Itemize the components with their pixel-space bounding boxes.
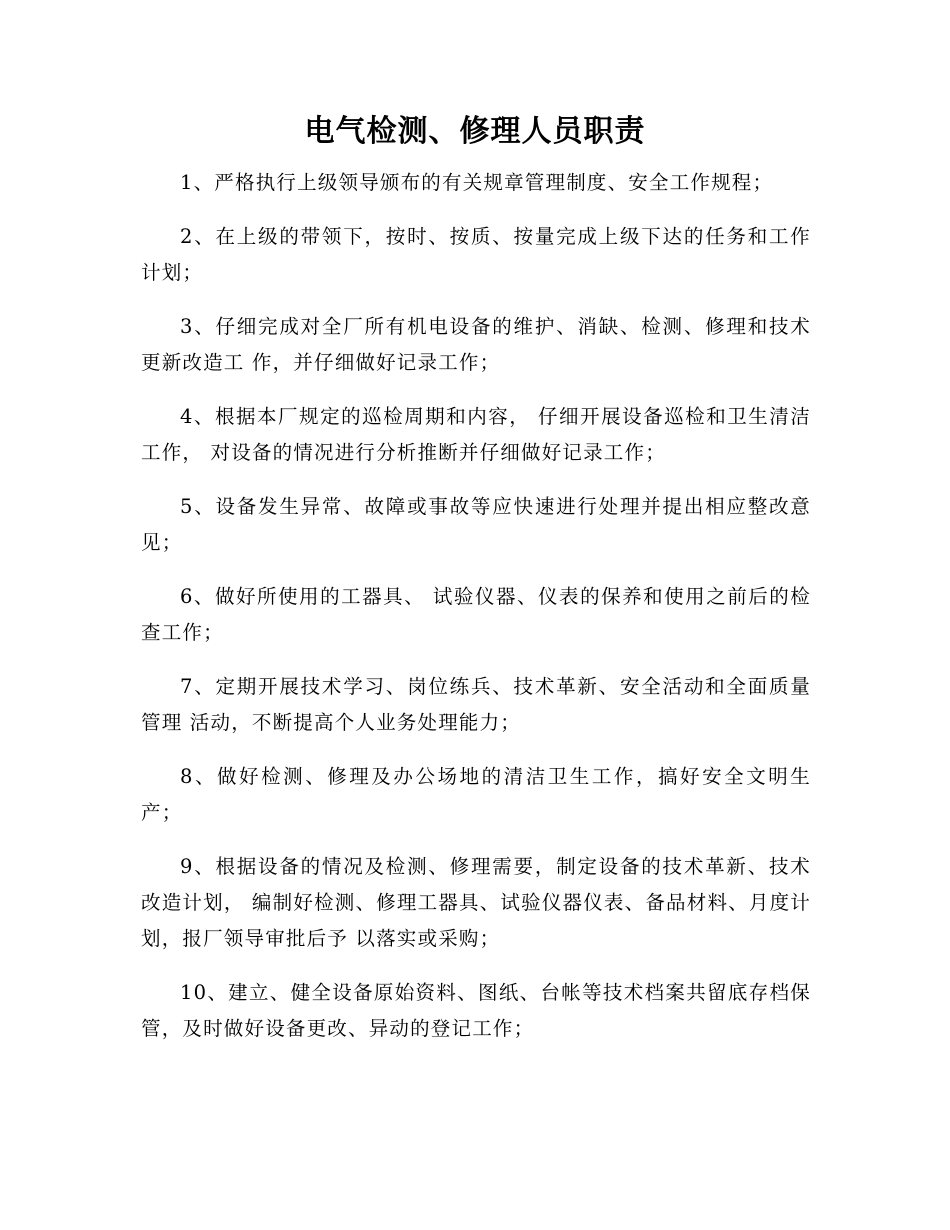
duty-item-10: 10、建立、健全设备原始资料、图纸、台帐等技术档案共留底存档保管，及时做好设备更改、异动的登记工作； <box>141 981 811 1040</box>
document-title: 电气检测、修理人员职责 <box>304 114 646 149</box>
duty-item-7: 7、定期开展技术学习、岗位练兵、技术革新、安全活动和全面质量管理 活动，不断提高个人业务处理能力； <box>141 675 811 734</box>
duty-item-6: 6、做好所使用的工器具、 试验仪器、仪表的保养和使用之前后的检查工作； <box>141 585 811 644</box>
duty-item-1: 1、严格执行上级领导颁布的有关规章管理制度、安全工作规程； <box>180 171 774 194</box>
duty-item-3: 3、仔细完成对全厂所有机电设备的维护、消缺、检测、修理和技术更新改造工 作，并仔细做好记录工作； <box>141 315 811 374</box>
duty-item-4: 4、根据本厂规定的巡检周期和内容， 仔细开展设备巡检和卫生清洁工作， 对设备的情况进行分析推断并仔细做好记录工作； <box>141 405 811 464</box>
duty-item-2: 2、在上级的带领下，按时、按质、按量完成上级下达的任务和工作计划； <box>141 225 811 284</box>
duty-item-8: 8、做好检测、修理及办公场地的清洁卫生工作，搞好安全文明生产； <box>141 765 811 824</box>
duty-item-9: 9、根据设备的情况及检测、修理需要，制定设备的技术革新、技术改造计划， 编制好检测、修理工器具、试验仪器仪表、备品材料、月度计划，报厂领导审批后予 以落实或采购； <box>141 855 811 950</box>
duty-item-5: 5、设备发生异常、故障或事故等应快速进行处理并提出相应整改意见； <box>141 495 811 554</box>
document-body <box>141 165 811 1065</box>
